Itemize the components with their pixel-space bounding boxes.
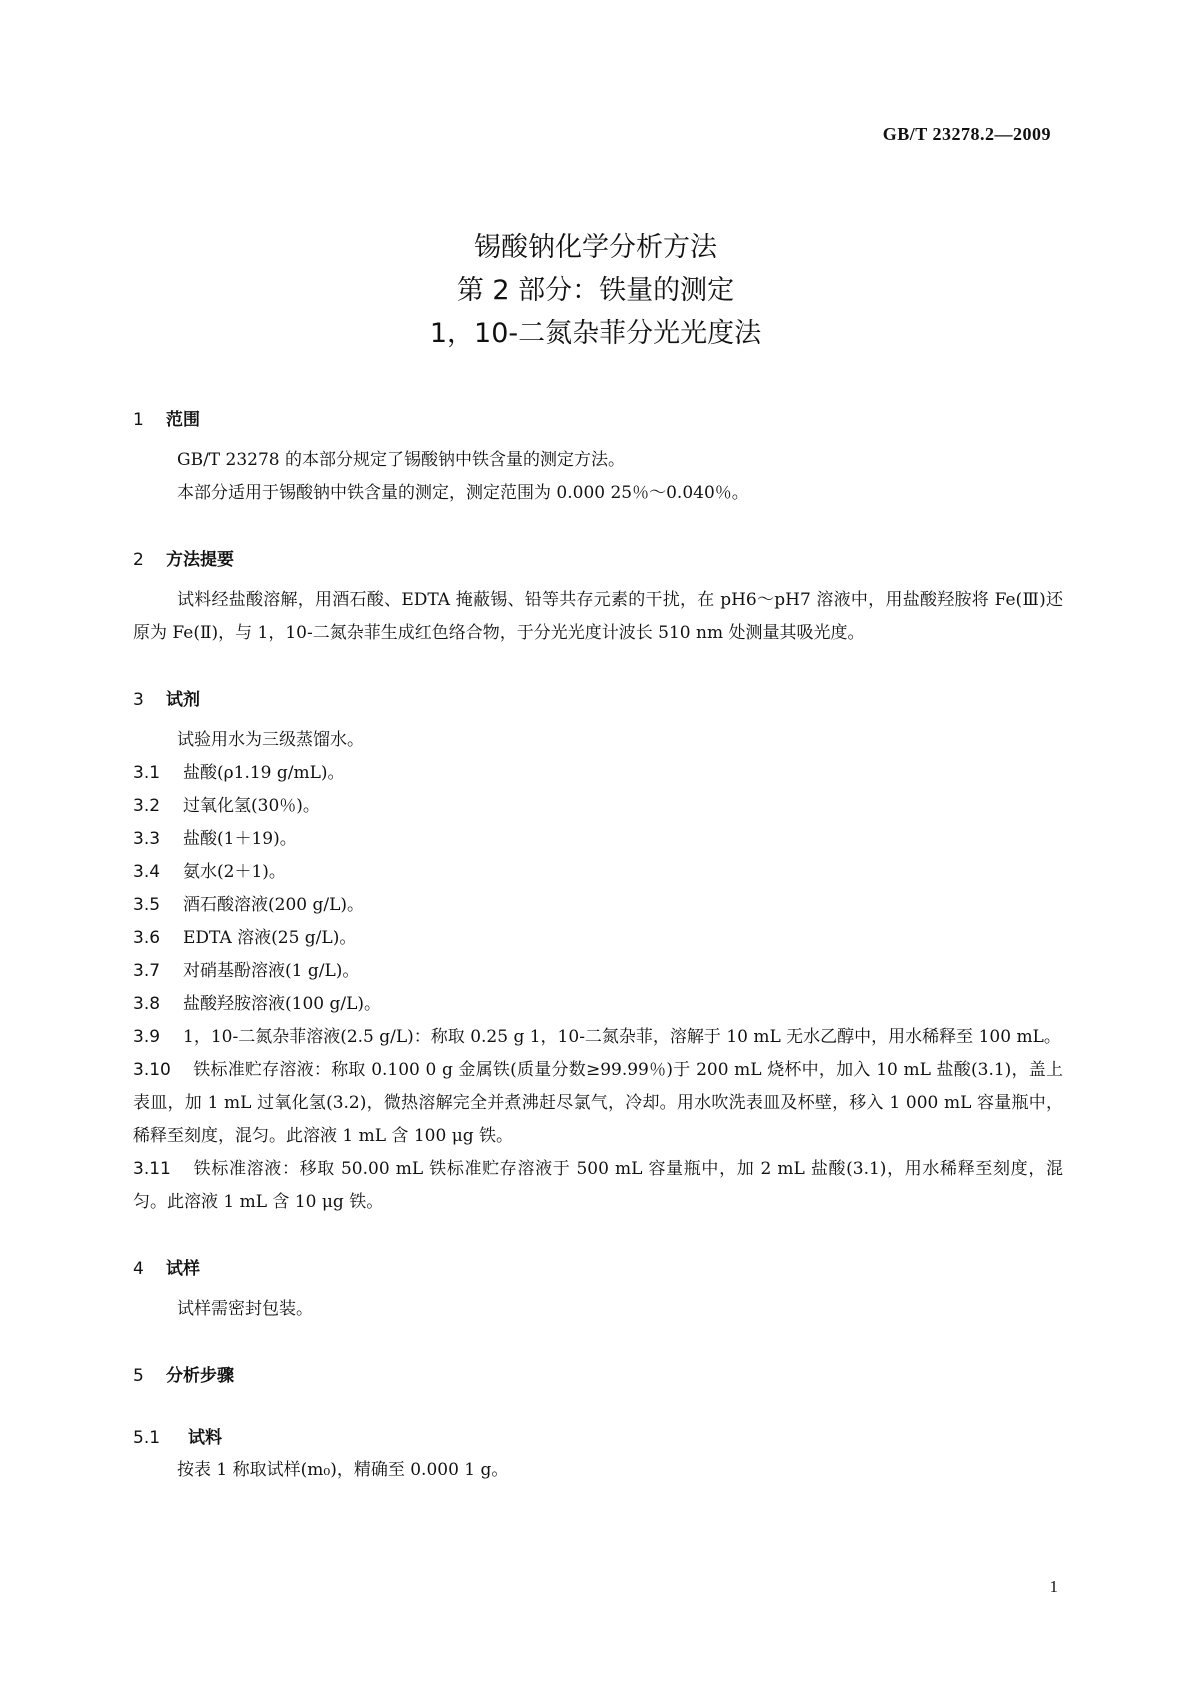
title-line-1: 锡酸钠化学分析方法 (474, 232, 717, 263)
item-number: 3.4 (133, 862, 161, 882)
section-title: 范围 (166, 410, 200, 430)
item-text: 盐酸(ρ1.19 g/mL)。 (183, 763, 345, 783)
spacer (133, 650, 1063, 688)
paragraph: 试验用水为三级蒸馏水。 (177, 730, 364, 750)
section-heading-reagents (133, 688, 1063, 712)
section-title: 试剂 (166, 690, 200, 710)
item-text: 铁标准贮存溶液：称取 0.100 0 g 金属铁(质量分数≥99.99％)于 200 mL 烧杯中，加入 10 mL 盐酸(3.1)，盖上表皿，加 1 mL 过氧化氢(3.2)，微热溶解完全并煮沸赶尽氯气，冷却。用水吹洗表皿及杯壁，移入 1 000 mL 容量瓶中，稀释至刻度，混匀。此溶液 1 mL 含 100 μg 铁。 (133, 1060, 1063, 1146)
item-number: 3.9 (133, 1027, 161, 1047)
document-body (133, 408, 1063, 1487)
section-title: 试样 (166, 1259, 200, 1279)
section-number: 1 (133, 410, 144, 430)
reagent-item (133, 1054, 1063, 1153)
item-number: 3.8 (133, 994, 161, 1014)
paragraph: GB/T 23278 的本部分规定了锡酸钠中铁含量的测定方法。 (177, 450, 626, 470)
item-number: 3.6 (133, 928, 161, 948)
paragraph: 本部分适用于锡酸钠中铁含量的测定，测定范围为 0.000 25％～0.040％。 (177, 483, 749, 503)
item-number: 3.7 (133, 961, 161, 981)
page-number: 1 (1049, 1577, 1058, 1596)
section-number: 4 (133, 1259, 144, 1279)
reagent-item (133, 1021, 1063, 1054)
paragraph: 试样需密封包装。 (177, 1299, 313, 1319)
reagent-item (133, 856, 1063, 889)
reagent-item (133, 1153, 1063, 1219)
item-text: 酒石酸溶液(200 g/L)。 (183, 895, 365, 915)
section-number: 2 (133, 550, 144, 570)
item-text: 盐酸(1＋19)。 (183, 829, 297, 849)
spacer (133, 712, 1063, 724)
spacer (133, 1388, 1063, 1426)
item-number: 3.1 (133, 763, 161, 783)
item-number: 3.10 (133, 1060, 171, 1080)
subsection-number: 5.1 (133, 1428, 161, 1448)
section-heading-sample (133, 1257, 1063, 1281)
reagent-item (133, 823, 1063, 856)
item-text: 盐酸羟胺溶液(100 g/L)。 (183, 994, 382, 1014)
spacer (133, 1219, 1063, 1257)
item-number: 3.5 (133, 895, 161, 915)
document-title (0, 226, 1191, 355)
item-text: 铁标准溶液：移取 50.00 mL 铁标准贮存溶液于 500 mL 容量瓶中，加 2 mL 盐酸(3.1)，用水稀释至刻度，混匀。此溶液 1 mL 含 10 μg 铁。 (133, 1159, 1063, 1212)
title-line-2: 第 2 部分：铁量的测定 (456, 275, 735, 306)
title-line-3: 1，10-二氮杂菲分光光度法 (429, 318, 762, 349)
spacer (133, 432, 1063, 444)
subsection-heading-test-portion (133, 1426, 1063, 1450)
item-number: 3.2 (133, 796, 161, 816)
item-number: 3.3 (133, 829, 161, 849)
section-title: 分析步骤 (166, 1366, 234, 1386)
section-heading-scope (133, 408, 1063, 432)
reagent-item (133, 757, 1063, 790)
reagent-item (133, 922, 1063, 955)
item-text: 对硝基酚溶液(1 g/L)。 (183, 961, 360, 981)
reagent-item (133, 790, 1063, 823)
reagent-item (133, 988, 1063, 1021)
section-number: 5 (133, 1366, 144, 1386)
section-number: 3 (133, 690, 144, 710)
item-text: 过氧化氢(30％)。 (183, 796, 320, 816)
item-text: EDTA 溶液(25 g/L)。 (183, 928, 357, 948)
paragraph: 试料经盐酸溶解，用酒石酸、EDTA 掩蔽锡、铅等共存元素的干扰，在 pH6～pH7 溶液中，用盐酸羟胺将 Fe(Ⅲ)还原为 Fe(Ⅱ)，与 1，10-二氮杂菲生成红色络合物，于分光光度计波长 510 nm 处测量其吸光度。 (133, 590, 1063, 643)
spacer (133, 1281, 1063, 1293)
subsection-title: 试料 (188, 1428, 222, 1448)
item-number: 3.11 (133, 1159, 171, 1179)
spacer (133, 572, 1063, 584)
section-heading-procedure (133, 1364, 1063, 1388)
paragraph: 按表 1 称取试样(m₀)，精确至 0.000 1 g。 (177, 1460, 509, 1480)
spacer (133, 510, 1063, 548)
spacer (133, 1326, 1063, 1364)
item-text: 氨水(2＋1)。 (183, 862, 286, 882)
standard-code: GB/T 23278.2—2009 (882, 124, 1051, 144)
reagent-item (133, 955, 1063, 988)
item-text: 1，10-二氮杂菲溶液(2.5 g/L)：称取 0.25 g 1，10-二氮杂菲，溶解于 10 mL 无水乙醇中，用水稀释至 100 mL。 (183, 1027, 1061, 1047)
section-title: 方法提要 (166, 550, 234, 570)
section-heading-method-summary (133, 548, 1063, 572)
reagent-item (133, 889, 1063, 922)
